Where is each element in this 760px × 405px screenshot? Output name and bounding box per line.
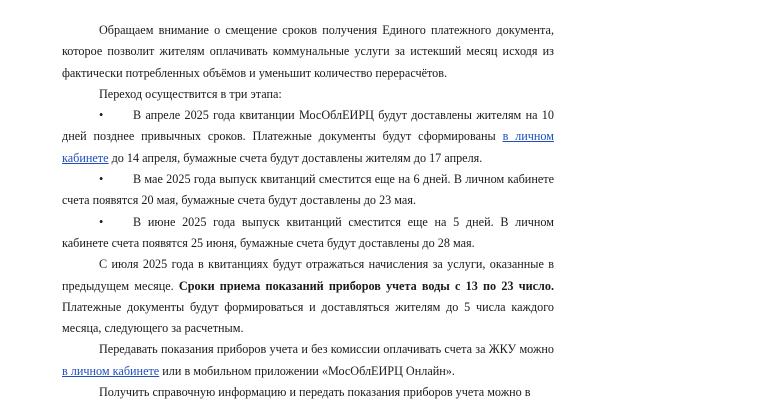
paragraph-intro	[62, 20, 554, 84]
list-item-april	[62, 105, 554, 169]
paragraph-payment-text: Передавать показания приборов учета и без комиссии оплачивать счета за ЖКУ можно	[99, 342, 554, 357]
paragraph-july-text: С июля 2025 года в квитанциях будут отражаться начисления за услуги, оказанные в предыдущем месяце.	[62, 257, 554, 293]
list-item-may	[62, 169, 554, 212]
meter-reading-deadline: Сроки приема показаний приборов учета воды с 13 по 23 число.	[178, 278, 554, 293]
bullet-icon: •	[99, 172, 104, 187]
personal-account-link[interactable]: в личном кабинете	[62, 129, 554, 165]
personal-account-link[interactable]: в личном кабинете	[62, 363, 160, 378]
list-item-may-text: В мае 2025 года выпуск квитанций сместится еще на 6 дней. В личном кабинете счета появятся 20 мая, бумажные счета будут доставлены до 23 мая.	[62, 172, 554, 208]
bullet-icon: •	[99, 108, 104, 123]
paragraph-stages-text: Переход осуществится в три этапа:	[99, 86, 282, 101]
list-item-june	[62, 212, 554, 255]
list-item-april-tail: до 14 апреля, бумажные счета будут доставлены жителям до 17 апреля.	[108, 150, 483, 165]
document-body	[62, 20, 554, 403]
paragraph-stages	[62, 84, 554, 105]
list-item-june-text: В июне 2025 года выпуск квитанций сместится еще на 5 дней. В личном кабинете счета появятся 25 июня, бумажные счета будут доставлены до 28 мая.	[62, 214, 554, 250]
paragraph-july	[62, 254, 554, 339]
paragraph-info	[62, 382, 554, 403]
bullet-icon: •	[99, 214, 104, 229]
paragraph-payment-tail: или в мобильном приложении «МосОблЕИРЦ Онлайн».	[159, 363, 455, 378]
paragraph-intro-text: Обращаем внимание о смещение сроков получения Единого платежного документа, которое позволит жителям оплачивать коммунальные услуги за истекший месяц исходя из фактически потребленных объёмов и уменьшит количество перерасчётов.	[62, 23, 554, 80]
list-item-april-text: В апреле 2025 года квитанции МосОблЕИРЦ будут доставлены жителям на 10 дней позднее привычных сроков. Платежные документы будут сформированы	[62, 108, 554, 144]
paragraph-payment	[62, 339, 554, 382]
paragraph-july-tail: Платежные документы будут формироваться и доставляться жителям до 5 числа каждого месяца, следующего за расчетным.	[62, 299, 554, 336]
paragraph-info-text: Получить справочную информацию и передать показания приборов учета можно в	[99, 385, 531, 400]
